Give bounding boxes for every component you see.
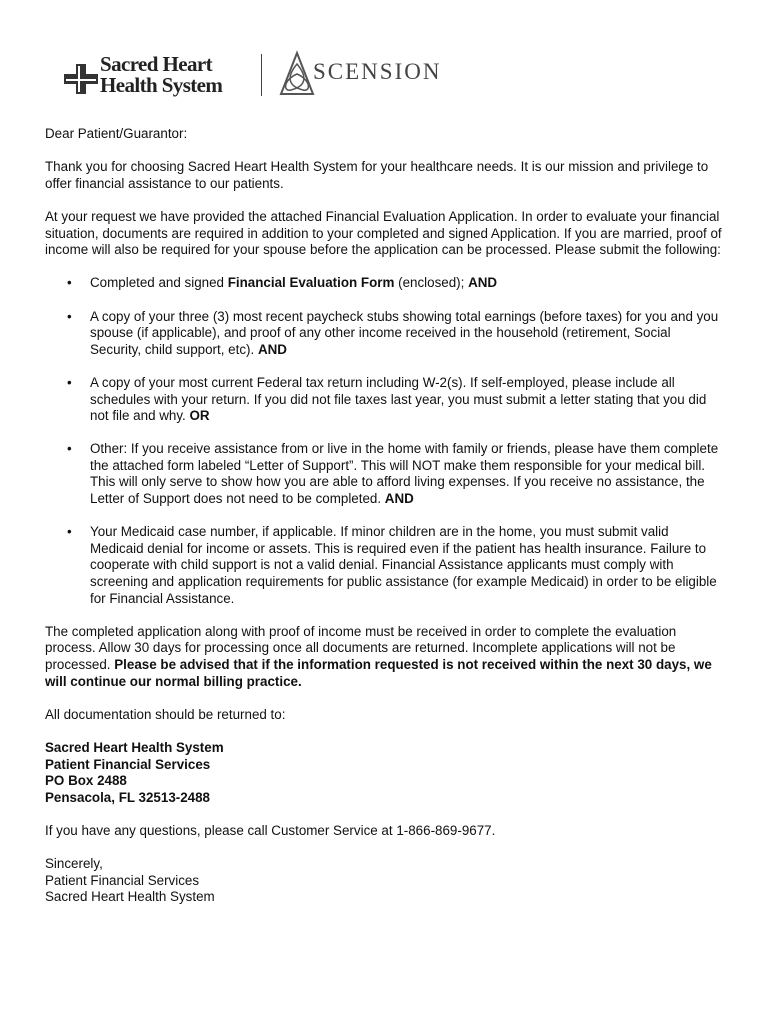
list-item-text: A copy of your most current Federal tax return including W-2(s). If self-employed, please include all schedules with your return. If you did not file taxes last year, you must submit a letter stating that you did not file and why. (90, 374, 707, 424)
address-line: PO Box 2488 (45, 773, 127, 789)
cross-logo-icon (64, 64, 98, 94)
closing-line: Patient Financial Services (45, 872, 200, 888)
return-instruction: All documentation should be returned to: (45, 706, 286, 722)
list-item (45, 524, 725, 607)
sacred-heart-logo (64, 54, 249, 100)
form-name: Financial Evaluation Form (227, 275, 395, 291)
list-item-text: Your Medicaid case number, if applicable. If minor children are in the home, you must submit valid Medicaid denial for income or assets. This is required even if the patient has health insurance. Failure to cooperate with child support is not a valid denial. Financial Assistance applicants must comply with screening and application requirements for public assistance (for example Medicaid) in order to be eligible for Financial Assistance. (90, 524, 717, 606)
processing-text: The completed application along with proof of income must be received in order to complete the evaluation process. Allow 30 days for processing once all documents are returned. Incomplete applications will not be processed. (45, 623, 677, 672)
letterhead (64, 50, 464, 102)
closing-line: Sacred Heart Health System (45, 889, 215, 905)
list-item (45, 441, 725, 507)
billing-warning: Please be advised that if the information requested is not received within the next 30 days, we will continue our normal billing practice. (45, 657, 712, 689)
mailing-address (45, 740, 725, 806)
intro-paragraph: Thank you for choosing Sacred Heart Health System for your healthcare needs. It is our mission and privilege to offer financial assistance to our patients. (45, 159, 709, 191)
salutation: Dear Patient/Guarantor: (45, 126, 188, 141)
conjunction: AND (257, 341, 287, 357)
logo-divider (261, 54, 262, 96)
request-paragraph: At your request we have provided the attached Financial Evaluation Application. In order to evaluate your financial situation, documents are required in addition to your completed and signed Application. If you are married, proof of income will also be required for your spouse before the application can be processed. Please submit the following: (45, 208, 722, 258)
ascension-wordmark: SCENSION (313, 59, 442, 84)
list-item-text: Other: If you receive assistance from or live in the home with family or friends, please have them complete the attached form labeled “Letter of Support”. This will NOT make them responsible for your medical bill. This will only serve to show how you are able to afford living expenses. If you receive no assistance, the Letter of Support does not need to be completed. (90, 441, 719, 507)
address-line: Sacred Heart Health System (45, 739, 224, 755)
address-line: Pensacola, FL 32513-2488 (45, 789, 211, 805)
brand-line-2: Health System (100, 73, 223, 97)
list-item (45, 275, 725, 292)
letter-body (45, 126, 725, 906)
ascension-logo (277, 50, 467, 102)
requirements-list (45, 275, 725, 607)
list-item-text: Completed and signed (90, 275, 228, 291)
ascension-trinity-logo-icon (277, 50, 317, 100)
list-item (45, 375, 725, 425)
address-line: Patient Financial Services (45, 756, 211, 772)
list-item-text: A copy of your three (3) most recent paycheck stubs showing total earnings (before taxes) for you and you spouse (if applicable), and proof of any other income received in the household (retirement, Social Security, child support, etc). (90, 308, 719, 357)
conjunction: OR (189, 408, 210, 424)
list-item-text: (enclosed); (394, 275, 469, 291)
list-item (45, 309, 725, 359)
processing-paragraph (45, 624, 725, 690)
closing-line: Sincerely, (45, 856, 103, 872)
conjunction: AND (384, 491, 414, 507)
signature-block (45, 856, 725, 906)
brand-line-1: Sacred Heart (100, 52, 212, 76)
conjunction: AND (468, 275, 498, 291)
contact-paragraph: If you have any questions, please call Customer Service at 1-866-869-9677. (45, 822, 496, 838)
